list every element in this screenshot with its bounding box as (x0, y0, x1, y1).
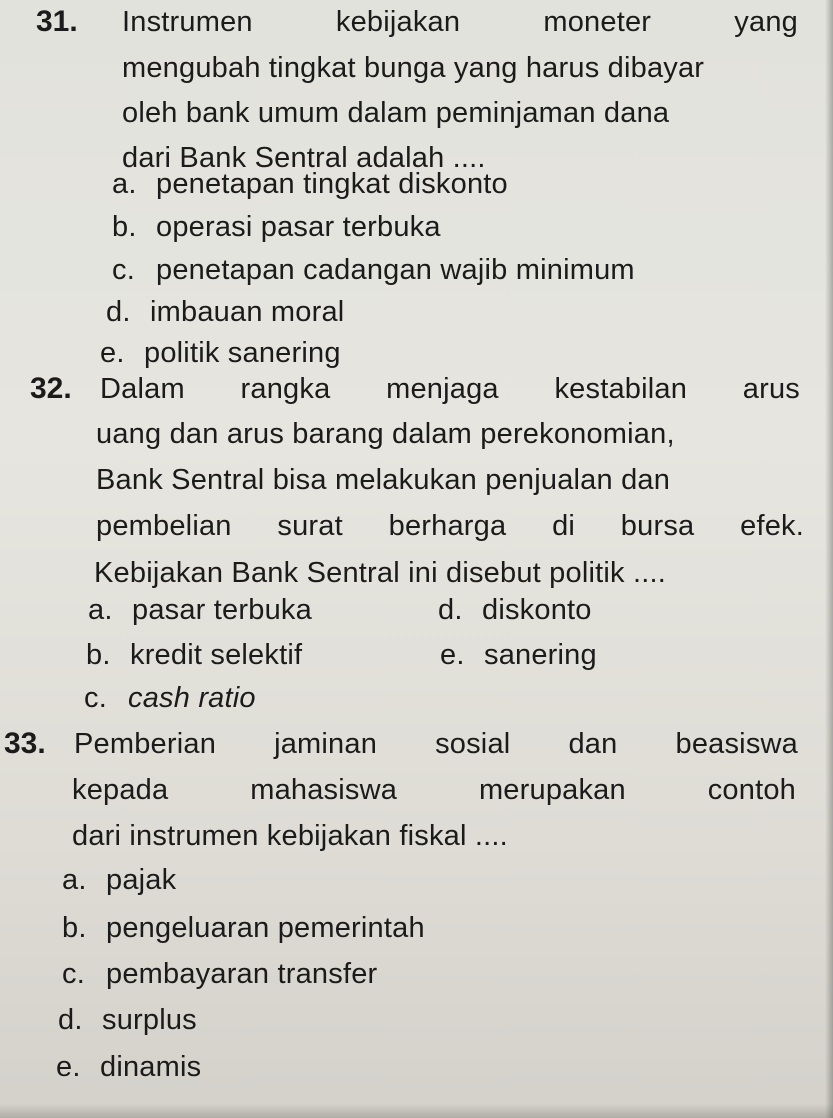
question-32-stem-line-5: Kebijakan Bank Sentral ini disebut politik .... (94, 557, 666, 589)
q33-option-b (62, 910, 425, 946)
page-bottom-shadow (0, 1104, 833, 1118)
q31-option-e (100, 335, 341, 371)
question-32-stem-line-2: uang dan arus barang dalam perekonomian, (96, 418, 675, 450)
q33-option-d-text: surplus (102, 1004, 197, 1036)
q31-word-3: moneter (543, 6, 652, 38)
q31-option-d (106, 294, 344, 330)
q32-option-d-text: diskonto (482, 594, 592, 626)
question-31-number: 31. (36, 5, 78, 38)
q32-option-e-letter: e. (440, 639, 465, 671)
q33-option-d-letter: d. (58, 1004, 83, 1036)
question-33-number: 33. (4, 727, 46, 760)
q31-option-c-letter: c. (112, 254, 135, 286)
q33-option-b-letter: b. (62, 912, 87, 944)
q31-option-b (112, 209, 441, 245)
q31-option-a (112, 166, 508, 202)
question-31-stem-line-3: oleh bank umum dalam peminjaman dana (122, 97, 670, 129)
q33-option-d (58, 1002, 197, 1038)
q33-option-c-text: pembayaran transfer (106, 958, 378, 990)
q31-option-e-text: politik sanering (144, 337, 341, 369)
q32-option-e (440, 637, 597, 673)
q31-word-2: kebijakan (335, 6, 461, 38)
q33-option-e-letter: e. (56, 1051, 81, 1083)
q31-option-c-text: penetapan cadangan wajib minimum (156, 254, 635, 286)
q32-option-a-letter: a. (88, 594, 113, 626)
q31-option-e-letter: e. (100, 337, 125, 369)
q33-option-c-letter: c. (62, 958, 85, 990)
question-32-number: 32. (30, 372, 72, 405)
q31-option-a-text: penetapan tingkat diskonto (156, 168, 508, 200)
question-33-stem-line-3: dari instrumen kebijakan fiskal .... (72, 820, 508, 852)
q32-option-a-text: pasar terbuka (132, 594, 312, 626)
q31-option-c (112, 252, 635, 288)
q33-option-a-text: pajak (106, 864, 177, 896)
q32-option-c (84, 680, 256, 716)
q31-option-b-letter: b. (112, 211, 137, 243)
page-edge-shadow (825, 0, 833, 1118)
q32-option-b-letter: b. (86, 639, 111, 671)
q32-option-b (86, 637, 302, 673)
q33-option-b-text: pengeluaran pemerintah (106, 912, 425, 944)
question-33-stem-line-1: Pemberian jaminan sosial dan beasiswa (74, 728, 798, 760)
q33-option-e-text: dinamis (100, 1051, 202, 1083)
q33-option-a-letter: a. (62, 864, 87, 896)
q32-option-d-letter: d. (438, 594, 463, 626)
q31-word-1: Instrumen (122, 6, 253, 38)
question-32-stem-line-1: Dalam rangka menjaga kestabilan arus (100, 373, 800, 405)
q32-option-e-text: sanering (484, 639, 597, 671)
q33-option-e (56, 1049, 201, 1085)
question-31-stem-line-4: dari Bank Sentral adalah .... (122, 142, 486, 174)
q33-option-c (62, 956, 377, 992)
question-32-stem-line-4: pembelian surat berharga di bursa efek. (96, 510, 804, 542)
q31-option-d-letter: d. (106, 296, 131, 328)
q31-option-b-text: operasi pasar terbuka (156, 211, 441, 243)
q31-option-a-letter: a. (112, 168, 137, 200)
q31-option-d-text: imbauan moral (150, 296, 345, 328)
q32-option-b-text: kredit selektif (130, 639, 303, 671)
q32-option-c-letter: c. (84, 682, 107, 714)
q33-option-a (62, 862, 176, 898)
question-33-stem-line-2: kepada mahasiswa merupakan contoh (72, 774, 796, 806)
q32-option-c-text: cash ratio (128, 682, 256, 714)
question-31-stem-line-1 (122, 4, 798, 40)
q32-option-d (438, 592, 592, 628)
q32-option-a (88, 592, 312, 628)
question-32-stem-line-3: Bank Sentral bisa melakukan penjualan dan (96, 464, 671, 496)
q31-word-4: yang (734, 6, 798, 38)
question-31-stem-line-2: mengubah tingkat bunga yang harus dibayar (122, 52, 705, 84)
